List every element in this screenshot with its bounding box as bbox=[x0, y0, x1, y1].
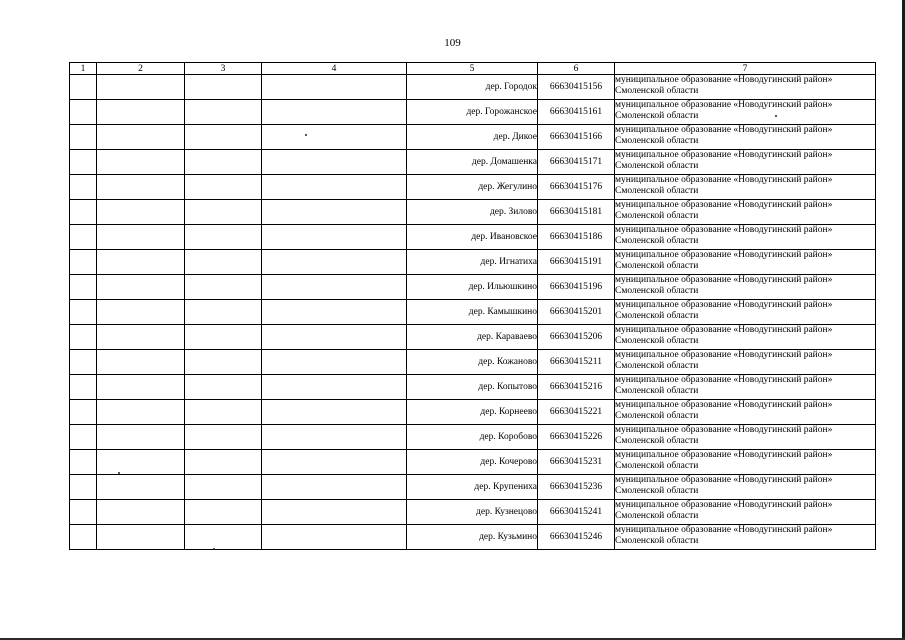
empty-cell-col-2 bbox=[97, 75, 185, 100]
column-header-7: 7 bbox=[615, 63, 876, 75]
municipality-name: муниципальное образование «Новодугинский район» bbox=[615, 100, 833, 110]
empty-cell-col-3 bbox=[185, 400, 262, 425]
region-name: Смоленской области bbox=[615, 186, 699, 196]
region-name: Смоленской области bbox=[615, 361, 699, 371]
municipality-name: муниципальное образование «Новодугинский район» bbox=[615, 525, 833, 535]
settlement-name: дер. Кожаново bbox=[407, 350, 538, 375]
empty-cell-col-1 bbox=[70, 200, 97, 225]
region-name: Смоленской области bbox=[615, 111, 699, 121]
region-name: Смоленской области bbox=[615, 511, 699, 521]
table-row bbox=[70, 500, 876, 525]
table-row bbox=[70, 325, 876, 350]
empty-cell-col-4 bbox=[262, 225, 407, 250]
empty-cell-col-3 bbox=[185, 475, 262, 500]
empty-cell-col-4 bbox=[262, 100, 407, 125]
municipality-name: муниципальное образование «Новодугинский район» bbox=[615, 475, 833, 485]
empty-cell-col-1 bbox=[70, 125, 97, 150]
table-row bbox=[70, 275, 876, 300]
table-row bbox=[70, 250, 876, 275]
header-row bbox=[70, 63, 876, 75]
municipality-name: муниципальное образование «Новодугинский район» bbox=[615, 125, 833, 135]
settlement-name: дер. Кузьмино bbox=[407, 525, 538, 550]
empty-cell-col-3 bbox=[185, 150, 262, 175]
empty-cell-col-2 bbox=[97, 475, 185, 500]
table-row bbox=[70, 200, 876, 225]
oktmo-code: 66630415211 bbox=[538, 350, 615, 375]
table-body bbox=[70, 75, 876, 550]
municipality-cell bbox=[615, 125, 876, 150]
empty-cell-col-4 bbox=[262, 275, 407, 300]
empty-cell-col-4 bbox=[262, 400, 407, 425]
empty-cell-col-2 bbox=[97, 125, 185, 150]
municipality-cell bbox=[615, 400, 876, 425]
municipality-cell bbox=[615, 275, 876, 300]
page-number: 109 bbox=[444, 37, 461, 49]
oktmo-code: 66630415246 bbox=[538, 525, 615, 550]
empty-cell-col-1 bbox=[70, 325, 97, 350]
region-name: Смоленской области bbox=[615, 461, 699, 471]
oktmo-code: 66630415196 bbox=[538, 275, 615, 300]
empty-cell-col-1 bbox=[70, 450, 97, 475]
empty-cell-col-3 bbox=[185, 75, 262, 100]
municipality-cell bbox=[615, 100, 876, 125]
empty-cell-col-3 bbox=[185, 200, 262, 225]
empty-cell-col-4 bbox=[262, 425, 407, 450]
settlement-name: дер. Игнатиха bbox=[407, 250, 538, 275]
settlement-name: дер. Жегулино bbox=[407, 175, 538, 200]
municipality-cell bbox=[615, 175, 876, 200]
empty-cell-col-3 bbox=[185, 100, 262, 125]
empty-cell-col-3 bbox=[185, 350, 262, 375]
oktmo-code: 66630415236 bbox=[538, 475, 615, 500]
settlement-name: дер. Кузнецово bbox=[407, 500, 538, 525]
column-header-4: 4 bbox=[262, 63, 407, 75]
municipality-cell bbox=[615, 150, 876, 175]
municipality-name: муниципальное образование «Новодугинский район» bbox=[615, 150, 833, 160]
oktmo-code: 66630415226 bbox=[538, 425, 615, 450]
empty-cell-col-4 bbox=[262, 250, 407, 275]
municipality-cell bbox=[615, 325, 876, 350]
oktmo-code: 66630415231 bbox=[538, 450, 615, 475]
settlement-name: дер. Городок bbox=[407, 75, 538, 100]
table-row bbox=[70, 525, 876, 550]
empty-cell-col-2 bbox=[97, 300, 185, 325]
table-row bbox=[70, 300, 876, 325]
empty-cell-col-3 bbox=[185, 500, 262, 525]
municipality-name: муниципальное образование «Новодугинский район» bbox=[615, 175, 833, 185]
empty-cell-col-2 bbox=[97, 325, 185, 350]
oktmo-code: 66630415186 bbox=[538, 225, 615, 250]
empty-cell-col-3 bbox=[185, 300, 262, 325]
empty-cell-col-2 bbox=[97, 150, 185, 175]
empty-cell-col-2 bbox=[97, 100, 185, 125]
municipality-name: муниципальное образование «Новодугинский район» bbox=[615, 325, 833, 335]
empty-cell-col-4 bbox=[262, 75, 407, 100]
empty-cell-col-4 bbox=[262, 350, 407, 375]
table-row bbox=[70, 400, 876, 425]
empty-cell-col-1 bbox=[70, 475, 97, 500]
empty-cell-col-2 bbox=[97, 400, 185, 425]
settlement-name: дер. Кочерово bbox=[407, 450, 538, 475]
settlement-name: дер. Ивановское bbox=[407, 225, 538, 250]
empty-cell-col-2 bbox=[97, 425, 185, 450]
table-row bbox=[70, 125, 876, 150]
empty-cell-col-3 bbox=[185, 275, 262, 300]
municipality-name: муниципальное образование «Новодугинский район» bbox=[615, 450, 833, 460]
empty-cell-col-3 bbox=[185, 325, 262, 350]
region-name: Смоленской области bbox=[615, 386, 699, 396]
region-name: Смоленской области bbox=[615, 86, 699, 96]
region-name: Смоленской области bbox=[615, 311, 699, 321]
oktmo-code: 66630415206 bbox=[538, 325, 615, 350]
empty-cell-col-2 bbox=[97, 375, 185, 400]
table-row bbox=[70, 225, 876, 250]
municipality-cell bbox=[615, 225, 876, 250]
settlement-name: дер. Корнеево bbox=[407, 400, 538, 425]
settlement-name: дер. Ильюшкино bbox=[407, 275, 538, 300]
region-name: Смоленской области bbox=[615, 136, 699, 146]
region-name: Смоленской области bbox=[615, 286, 699, 296]
settlement-name: дер. Камышкино bbox=[407, 300, 538, 325]
empty-cell-col-2 bbox=[97, 525, 185, 550]
municipality-cell bbox=[615, 525, 876, 550]
municipality-cell bbox=[615, 450, 876, 475]
table-row bbox=[70, 350, 876, 375]
empty-cell-col-1 bbox=[70, 100, 97, 125]
column-header-5: 5 bbox=[407, 63, 538, 75]
empty-cell-col-3 bbox=[185, 525, 262, 550]
table-row bbox=[70, 150, 876, 175]
empty-cell-col-4 bbox=[262, 200, 407, 225]
municipality-name: муниципальное образование «Новодугинский район» bbox=[615, 375, 833, 385]
oktmo-code: 66630415201 bbox=[538, 300, 615, 325]
empty-cell-col-4 bbox=[262, 325, 407, 350]
empty-cell-col-1 bbox=[70, 300, 97, 325]
empty-cell-col-1 bbox=[70, 175, 97, 200]
empty-cell-col-3 bbox=[185, 450, 262, 475]
municipality-name: муниципальное образование «Новодугинский район» bbox=[615, 75, 833, 85]
municipality-cell bbox=[615, 475, 876, 500]
empty-cell-col-2 bbox=[97, 350, 185, 375]
municipality-name: муниципальное образование «Новодугинский район» bbox=[615, 275, 833, 285]
municipality-name: муниципальное образование «Новодугинский район» bbox=[615, 300, 833, 310]
oktmo-code: 66630415156 bbox=[538, 75, 615, 100]
oktmo-code: 66630415181 bbox=[538, 200, 615, 225]
empty-cell-col-1 bbox=[70, 525, 97, 550]
empty-cell-col-2 bbox=[97, 500, 185, 525]
table-row bbox=[70, 100, 876, 125]
municipality-name: муниципальное образование «Новодугинский район» bbox=[615, 225, 833, 235]
empty-cell-col-4 bbox=[262, 300, 407, 325]
table-row bbox=[70, 75, 876, 100]
empty-cell-col-4 bbox=[262, 375, 407, 400]
empty-cell-col-4 bbox=[262, 125, 407, 150]
oktmo-code: 66630415166 bbox=[538, 125, 615, 150]
oktmo-code: 66630415176 bbox=[538, 175, 615, 200]
scan-speck bbox=[118, 472, 120, 474]
empty-cell-col-1 bbox=[70, 500, 97, 525]
settlement-name: дер. Крупениха bbox=[407, 475, 538, 500]
region-name: Смоленской области bbox=[615, 261, 699, 271]
oktmo-code: 66630415221 bbox=[538, 400, 615, 425]
municipality-name: муниципальное образование «Новодугинский район» bbox=[615, 200, 833, 210]
municipality-cell bbox=[615, 500, 876, 525]
region-name: Смоленской области bbox=[615, 236, 699, 246]
empty-cell-col-3 bbox=[185, 175, 262, 200]
empty-cell-col-3 bbox=[185, 425, 262, 450]
table-row bbox=[70, 175, 876, 200]
settlement-name: дер. Домашенка bbox=[407, 150, 538, 175]
municipality-name: муниципальное образование «Новодугинский район» bbox=[615, 350, 833, 360]
settlement-name: дер. Копытово bbox=[407, 375, 538, 400]
empty-cell-col-1 bbox=[70, 425, 97, 450]
empty-cell-col-2 bbox=[97, 200, 185, 225]
municipality-cell bbox=[615, 350, 876, 375]
table-row bbox=[70, 475, 876, 500]
region-name: Смоленской области bbox=[615, 161, 699, 171]
municipality-cell bbox=[615, 300, 876, 325]
municipality-name: муниципальное образование «Новодугинский район» bbox=[615, 425, 833, 435]
settlement-name: дер. Зилово bbox=[407, 200, 538, 225]
scan-speck bbox=[213, 548, 215, 550]
empty-cell-col-3 bbox=[185, 125, 262, 150]
municipality-cell bbox=[615, 375, 876, 400]
table-row bbox=[70, 375, 876, 400]
oktmo-code: 66630415161 bbox=[538, 100, 615, 125]
settlement-name: дер. Коробово bbox=[407, 425, 538, 450]
column-header-1: 1 bbox=[70, 63, 97, 75]
empty-cell-col-1 bbox=[70, 75, 97, 100]
scan-speck bbox=[305, 134, 307, 136]
empty-cell-col-4 bbox=[262, 450, 407, 475]
table-row bbox=[70, 450, 876, 475]
empty-cell-col-2 bbox=[97, 450, 185, 475]
region-name: Смоленской области bbox=[615, 336, 699, 346]
empty-cell-col-3 bbox=[185, 250, 262, 275]
municipality-name: муниципальное образование «Новодугинский район» bbox=[615, 400, 833, 410]
empty-cell-col-1 bbox=[70, 400, 97, 425]
municipality-name: муниципальное образование «Новодугинский район» bbox=[615, 500, 833, 510]
municipality-cell bbox=[615, 250, 876, 275]
region-name: Смоленской области bbox=[615, 411, 699, 421]
empty-cell-col-1 bbox=[70, 225, 97, 250]
region-name: Смоленской области bbox=[615, 536, 699, 546]
region-name: Смоленской области bbox=[615, 211, 699, 221]
empty-cell-col-3 bbox=[185, 375, 262, 400]
empty-cell-col-2 bbox=[97, 250, 185, 275]
column-header-2: 2 bbox=[97, 63, 185, 75]
settlement-name: дер. Дикое bbox=[407, 125, 538, 150]
region-name: Смоленской области bbox=[615, 486, 699, 496]
empty-cell-col-4 bbox=[262, 500, 407, 525]
empty-cell-col-4 bbox=[262, 475, 407, 500]
municipality-name: муниципальное образование «Новодугинский район» bbox=[615, 250, 833, 260]
empty-cell-col-1 bbox=[70, 350, 97, 375]
oktmo-code: 66630415171 bbox=[538, 150, 615, 175]
empty-cell-col-2 bbox=[97, 175, 185, 200]
empty-cell-col-1 bbox=[70, 150, 97, 175]
empty-cell-col-1 bbox=[70, 275, 97, 300]
settlement-registry-table bbox=[69, 62, 876, 550]
oktmo-code: 66630415241 bbox=[538, 500, 615, 525]
oktmo-code: 66630415216 bbox=[538, 375, 615, 400]
oktmo-code: 66630415191 bbox=[538, 250, 615, 275]
municipality-cell bbox=[615, 425, 876, 450]
scan-speck bbox=[775, 115, 777, 117]
empty-cell-col-1 bbox=[70, 375, 97, 400]
empty-cell-col-2 bbox=[97, 275, 185, 300]
empty-cell-col-1 bbox=[70, 250, 97, 275]
settlement-name: дер. Караваево bbox=[407, 325, 538, 350]
empty-cell-col-2 bbox=[97, 225, 185, 250]
region-name: Смоленской области bbox=[615, 436, 699, 446]
municipality-cell bbox=[615, 75, 876, 100]
column-header-6: 6 bbox=[538, 63, 615, 75]
empty-cell-col-3 bbox=[185, 225, 262, 250]
empty-cell-col-4 bbox=[262, 150, 407, 175]
municipality-cell bbox=[615, 200, 876, 225]
table-row bbox=[70, 425, 876, 450]
settlement-name: дер. Горожанское bbox=[407, 100, 538, 125]
empty-cell-col-4 bbox=[262, 175, 407, 200]
empty-cell-col-4 bbox=[262, 525, 407, 550]
column-header-3: 3 bbox=[185, 63, 262, 75]
